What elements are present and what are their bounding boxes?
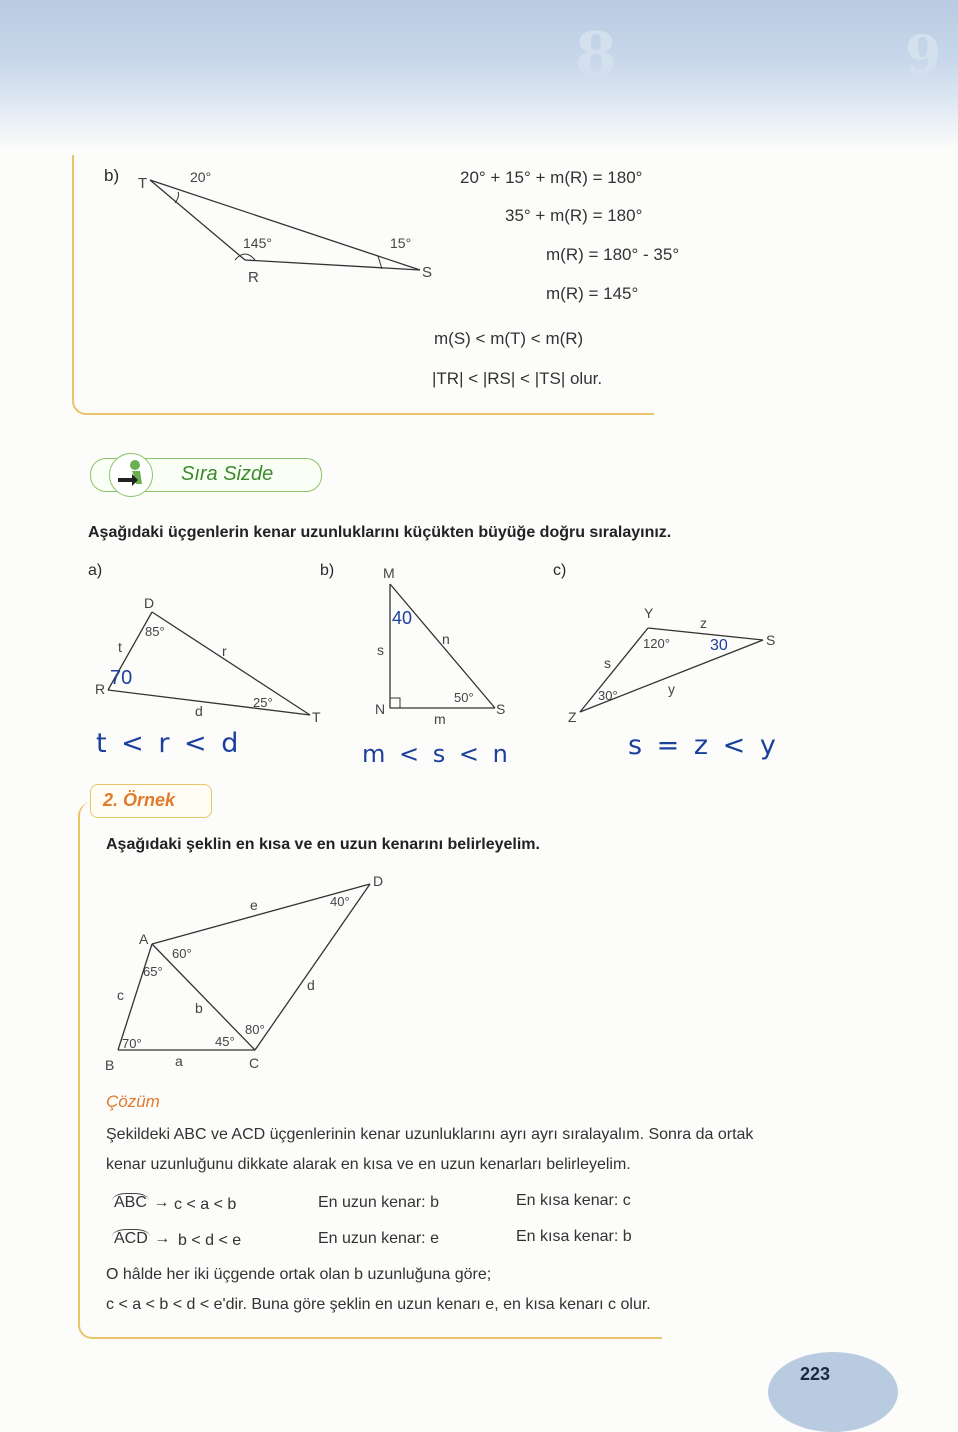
triangle-YZS-figure [560,600,790,725]
side-d: d [195,703,203,719]
triangle-acd-name: ACD [114,1230,148,1247]
side-z: z [700,615,707,631]
example-question: Aşağıdaki şeklin en kısa ve en uzun kenarını belirleyelim. [106,836,540,853]
hand-angle-M: 40 [392,608,413,628]
angle-R-label: 145° [243,235,272,251]
page-number-badge [768,1352,898,1432]
hand-angle-S: 30 [710,637,728,654]
angle-80: 80° [245,1022,265,1037]
angle-S-label: 15° [390,235,412,251]
angle-Z-label: 30° [598,688,618,703]
conclusion-2: c < a < b < d < e'dir. Buna göre şeklin en uzun kenarı e, en kısa kenarı c olur. [106,1296,651,1313]
vertex-C: C [249,1055,260,1071]
calc-line-3: m(R) = 180° - 35° [546,245,680,264]
angle-60: 60° [172,946,192,961]
triangle-abc-name: ABC [114,1194,147,1211]
vertex-D: D [373,873,384,889]
triangle-MNS-figure [370,560,520,730]
vertex-Y: Y [644,605,654,621]
conclusion-1: O hâlde her iki üçgende ortak olan b uzunluğuna göre; [106,1266,492,1283]
vertex-M: M [383,565,395,581]
decor-digit-9: 9 [905,25,942,86]
calc-line-1: 20° + 15° + m(R) = 180° [460,168,643,187]
side-d: d [307,977,315,993]
part-a-label: a) [88,562,103,579]
hand-answer-a: t < r < d [96,728,242,759]
angle-D-label: 85° [145,624,165,639]
sira-sizde-icon [109,453,153,497]
triangle-DRT-figure [90,590,330,730]
vertex-S: S [422,264,433,281]
row-acd-triangle: ACD → [114,1230,171,1247]
example-badge [90,784,212,818]
row-acd-order: b < d < e [178,1232,242,1249]
vertex-R: R [248,269,259,286]
vertex-S: S [496,701,506,717]
side-a: a [175,1053,183,1069]
part-b2-label: b) [320,562,335,579]
vertex-B: B [105,1057,115,1073]
side-y: y [668,681,675,697]
quadrilateral-ABCD-figure [100,868,400,1078]
angle-T-label: 25° [253,695,273,710]
row-abc-order: c < a < b [174,1196,237,1213]
angle-65: 65° [143,964,163,979]
side-n: n [442,631,450,647]
solution-text-2: kenar uzunluğunu dikkate alarak en kısa ve en uzun kenarları belirleyelim. [106,1156,631,1173]
side-e: e [250,897,258,913]
header-band [0,0,958,150]
row-acd-longest: En uzun kenar: e [318,1230,439,1247]
decor-digit-8: 8 [575,20,617,90]
solution-label: Çözüm [106,1092,160,1111]
sira-sizde-question: Aşağıdaki üçgenlerin kenar uzunluklarını küçükten büyüğe doğru sıralayınız. [88,524,672,541]
calc-line-4: m(R) = 145° [546,284,639,303]
angle-40: 40° [330,894,350,909]
side-order: |TR| < |RS| < |TS| olur. [432,369,603,388]
angle-45: 45° [215,1034,235,1049]
vertex-S: S [766,632,776,648]
hand-angle-R: 70 [110,667,133,689]
row-abc-triangle: ABC → [114,1194,170,1211]
side-t: t [118,639,122,655]
side-c: c [117,987,124,1003]
side-s: s [377,642,384,658]
vertex-R: R [95,681,106,697]
sira-sizde-badge [90,458,322,492]
triangle-TRS-figure [130,160,450,290]
vertex-D: D [144,595,155,611]
side-m: m [434,711,446,727]
angle-S-label: 50° [454,690,474,705]
angle-70: 70° [122,1036,142,1051]
solution-text-1: Şekildeki ABC ve ACD üçgenlerinin kenar uzunluklarını ayrı ayrı sıralayalım. Sonra da ortak [106,1126,754,1143]
page-number: 223 [800,1364,831,1384]
angle-order: m(S) < m(T) < m(R) [434,329,584,348]
vertex-A: A [139,931,149,947]
angle-Y-label: 120° [643,636,670,651]
hand-answer-c: s = z < y [628,730,779,761]
angle-T-label: 20° [190,169,212,185]
hand-answer-b: m < s < n [362,740,511,768]
row-abc-longest: En uzun kenar: b [318,1194,439,1211]
vertex-N: N [375,701,386,717]
part-c-label: c) [553,562,567,579]
part-b-label: b) [104,166,120,185]
sira-sizde-title: Sıra Sizde [181,463,274,485]
row-acd-shortest: En kısa kenar: b [516,1228,632,1245]
vertex-T: T [312,709,321,725]
side-r: r [222,643,227,659]
vertex-Z: Z [568,709,577,725]
vertex-T: T [138,175,148,192]
example-title: 2. Örnek [103,790,176,810]
calc-line-2: 35° + m(R) = 180° [505,206,643,225]
row-abc-shortest: En kısa kenar: c [516,1192,631,1209]
side-b: b [195,1000,203,1016]
side-s: s [604,655,611,671]
